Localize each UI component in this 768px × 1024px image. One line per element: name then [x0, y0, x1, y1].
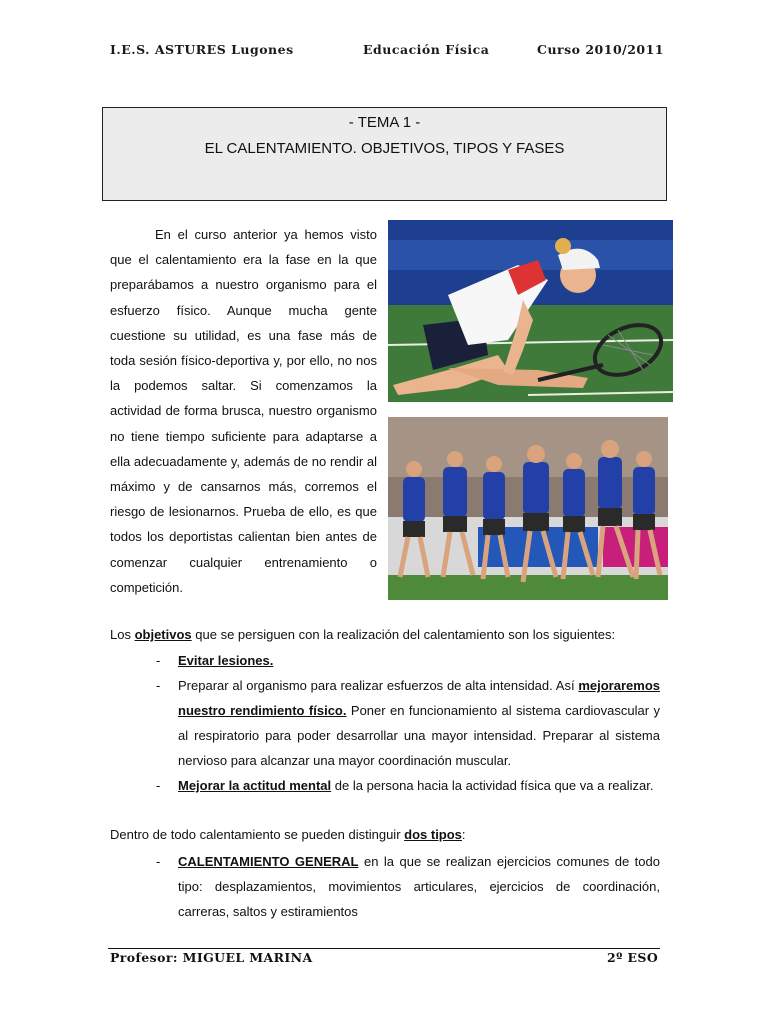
objetivos-intro-pre: Los — [110, 627, 135, 642]
footer-teacher: Profesor: MIGUEL MARINA — [110, 950, 313, 965]
title-topic: - TEMA 1 - — [348, 114, 421, 131]
objetivos-intro — [110, 626, 660, 644]
tipos-list — [150, 849, 660, 924]
tipo-1-bold: CALENTAMIENTO GENERAL — [178, 854, 359, 869]
list-item — [150, 648, 660, 673]
objetivo-1-bold: Evitar lesiones. — [178, 653, 274, 668]
objetivo-2-bold: mejoraremos nuestro rendimiento físico. — [178, 678, 660, 718]
objetivos-keyword: objetivos — [134, 627, 192, 642]
objetivos-intro-post: que se persiguen con la realización del calentamiento son los siguientes: — [191, 627, 616, 642]
tipos-intro — [110, 826, 660, 844]
header-subject: Educación Física — [363, 42, 490, 57]
footer-level: 2º ESO — [607, 950, 659, 965]
tipos-intro-pre: Dentro de todo calentamiento se pueden distinguir — [110, 827, 405, 842]
header-course: Curso 2010/2011 — [537, 42, 664, 57]
header-school: I.E.S. ASTURES Lugones — [110, 42, 294, 57]
objetivos-list — [150, 648, 660, 798]
tipo-1-text: en la que se realizan ejercicios comunes de todo tipo: desplazamientos, movimientos articulares, ejercicios de coordinación, carreras, saltos y estiramientos — [178, 854, 660, 919]
objetivo-3-text: de la persona hacia la actividad física que va a realizar. — [331, 778, 654, 793]
footer-divider — [108, 948, 660, 949]
list-item — [150, 773, 660, 798]
list-dash: - — [156, 778, 161, 793]
list-dash: - — [156, 653, 161, 668]
list-item — [150, 849, 660, 924]
tipos-intro-post: : — [461, 827, 466, 842]
tennis-player-photo — [388, 220, 673, 402]
objetivo-2-text: Poner en funcionamiento al sistema cardiovascular y al respiratorio para poder desarrollar una mayor intensidad. Preparar al sistema nervioso para alcanzar una mayor coordinación muscular. — [178, 703, 660, 768]
tipos-keyword: dos tipos — [404, 827, 462, 842]
objetivo-2-pre: Preparar al organismo para realizar esfuerzos de alta intensidad. Así — [178, 678, 579, 693]
title-box — [102, 107, 667, 201]
intro-paragraph: En el curso anterior ya hemos visto que el calentamiento era la fase en la que preparábamos a nuestro organismo para el esfuerzo físico. Aunque mucha gente cuestione su utilidad, es una fase más de toda sesión físico-deportiva y, por ello, no nos la podemos saltar. Si comenzamos la actividad de forma brusca, nuestro organismo no tiene tiempo suficiente para adaptarse a ella adecuadamente y, además de no rendir al máximo y de cansarnos más, corremos el riesgo de lesionarnos. Prueba de ello, es que todos los deportistas calientan bien antes de comenzar cualquier entrenamiento o competición. — [110, 227, 377, 595]
list-item — [150, 673, 660, 773]
team-warmup-photo — [388, 417, 668, 600]
objetivo-3-bold: Mejorar la actitud mental — [178, 778, 332, 793]
page-title: EL CALENTAMIENTO. OBJETIVOS, TIPOS Y FASES — [204, 140, 565, 157]
list-dash: - — [156, 854, 161, 869]
list-dash: - — [156, 678, 161, 693]
